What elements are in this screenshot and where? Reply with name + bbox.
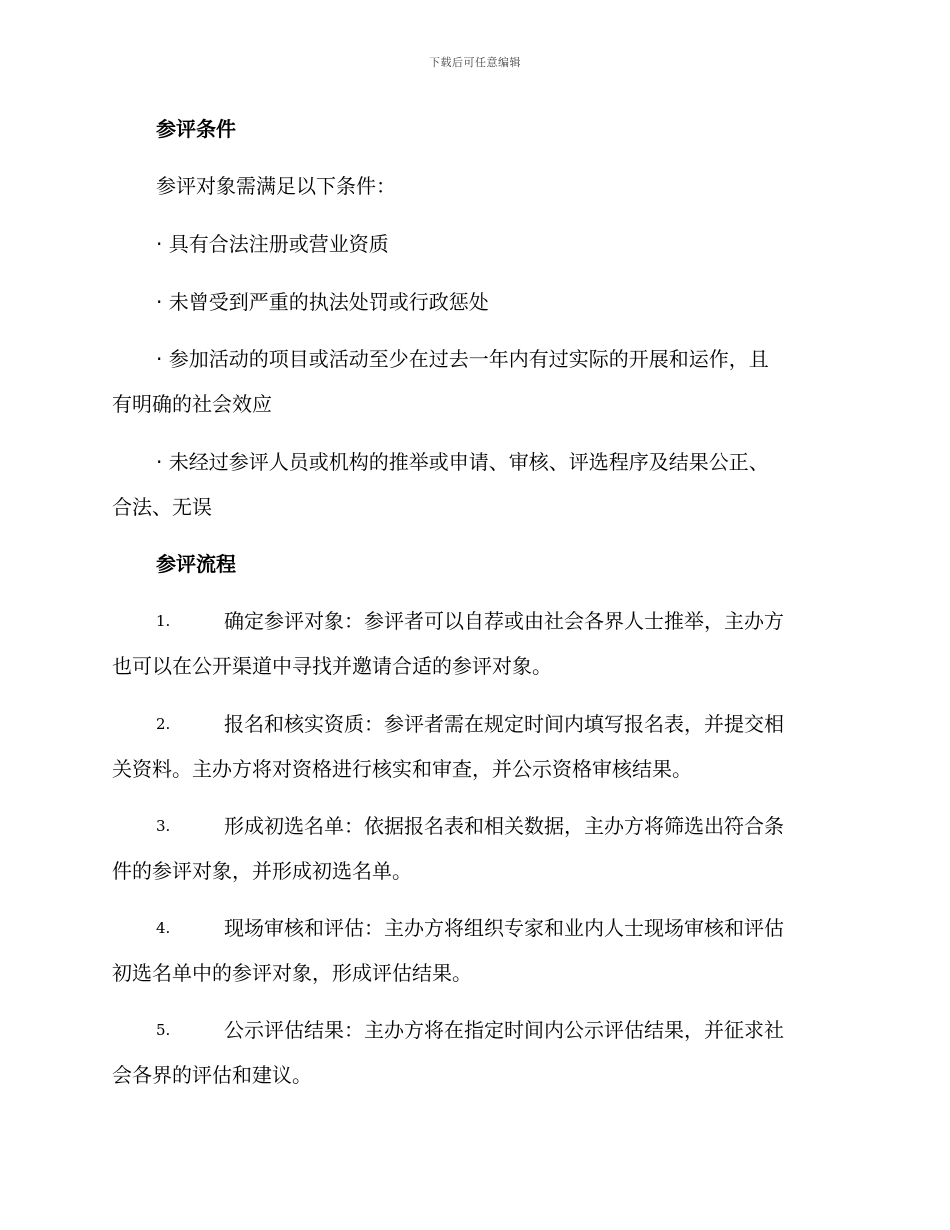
- bullet-line: · 未曾受到严重的执法处罚或行政惩处: [156, 290, 489, 314]
- step-text: 确定参评对象：参评者可以自荐或由社会各界人士推举，主办方: [224, 609, 784, 633]
- page-header: 下载后可任意编辑: [429, 56, 521, 69]
- step-line: 也可以在公开渠道中寻找并邀请合适的参评对象。: [112, 654, 552, 678]
- eligibility-bullet: [112, 448, 837, 521]
- eligibility-intro-text: 参评对象需满足以下条件：: [156, 174, 396, 198]
- process-step: [112, 812, 837, 885]
- process-step: [112, 1016, 837, 1089]
- bullet-line: · 具有合法注册或营业资质: [156, 232, 389, 256]
- bullet-line: 有明确的社会效应: [112, 392, 272, 416]
- eligibility-bullet: [112, 345, 837, 418]
- step-number: 5.: [156, 1021, 171, 1039]
- process-step: [112, 914, 837, 987]
- bullet-line: 合法、无误: [112, 495, 212, 519]
- eligibility-bullet: [112, 288, 837, 316]
- step-text: 公示评估结果：主办方将在指定时间内公示评估结果，并征求社: [224, 1018, 784, 1042]
- step-line: [112, 914, 837, 942]
- step-line: [112, 812, 837, 840]
- step-number: 1.: [156, 612, 171, 630]
- step-number: 3.: [156, 817, 171, 835]
- process-step: [112, 710, 837, 783]
- step-number: 4.: [156, 919, 171, 937]
- step-line: [112, 607, 837, 635]
- process-step: [112, 607, 837, 680]
- section-title-eligibility: 参评条件: [156, 117, 236, 141]
- step-text: 现场审核和评估：主办方将组织专家和业内人士现场审核和评估: [224, 916, 784, 940]
- step-line: [112, 710, 837, 738]
- step-line: 初选名单中的参评对象，形成评估结果。: [112, 961, 472, 985]
- step-line: [112, 1016, 837, 1044]
- bullet-line: · 未经过参评人员或机构的推举或申请、审核、评选程序及结果公正、: [156, 450, 769, 474]
- bullet-line: · 参加活动的项目或活动至少在过去一年内有过实际的开展和运作，且: [156, 347, 769, 371]
- step-number: 2.: [156, 715, 171, 733]
- section-title-process: 参评流程: [156, 552, 236, 576]
- step-text: 形成初选名单：依据报名表和相关数据，主办方将筛选出符合条: [224, 814, 784, 838]
- step-line: 件的参评对象，并形成初选名单。: [112, 859, 412, 883]
- eligibility-intro: [112, 172, 837, 200]
- eligibility-bullet: [112, 230, 837, 258]
- step-line: 会各界的评估和建议。: [112, 1063, 312, 1087]
- step-text: 报名和核实资质：参评者需在规定时间内填写报名表，并提交相: [224, 712, 784, 736]
- step-line: 关资料。主办方将对资格进行核实和审查，并公示资格审核结果。: [112, 757, 692, 781]
